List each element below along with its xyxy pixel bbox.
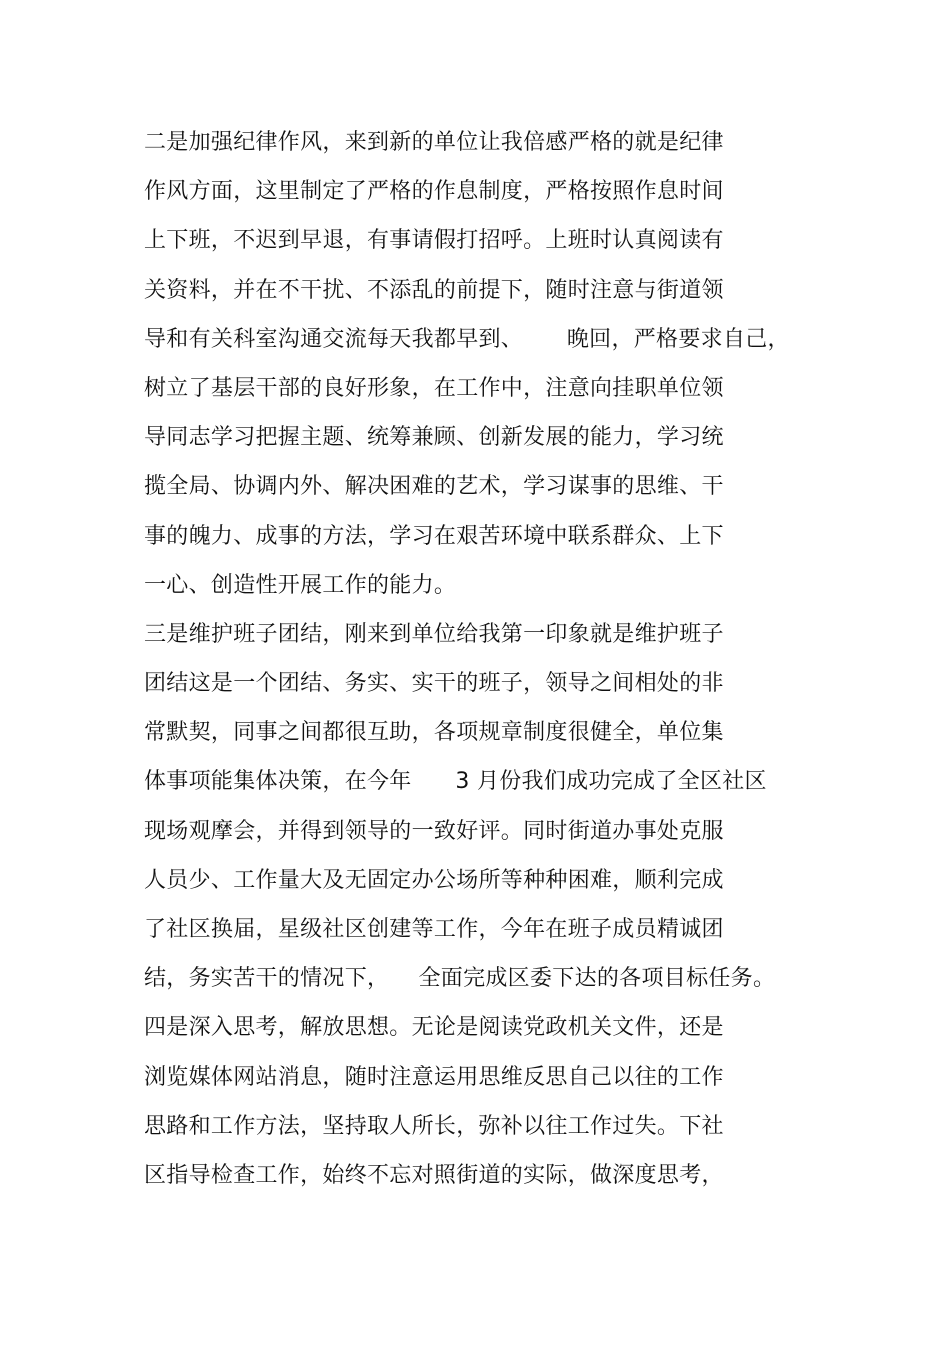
text-line: 结，务实苦干的情况下， 全面完成区委下达的各项目标任务。 [144, 966, 776, 992]
text-line: 导同志学习把握主题、统筹兼顾、创新发展的能力，学习统 [144, 425, 724, 451]
text-line: 区指导检查工作，始终不忘对照街道的实际，做深度思考， [144, 1162, 724, 1188]
text-line: 关资料，并在不干扰、不添乱的前提下，随时注意与街道领 [144, 277, 724, 303]
text-line: 四是深入思考，解放思想。无论是阅读党政机关文件，还是 [144, 1015, 724, 1041]
text-line: 了社区换届，星级社区创建等工作，今年在班子成员精诚团 [144, 917, 724, 942]
text-line: 现场观摩会，并得到领导的一致好评。同时街道办事处克服 [144, 818, 724, 844]
text-line: 二是加强纪律作风，来到新的单位让我倍感严格的就是纪律 [144, 130, 724, 155]
text-line: 人员少、工作量大及无固定办公场所等种种困难，顺利完成 [144, 867, 724, 893]
text-line: 揽全局、协调内外、解决困难的艺术，学习谋事的思维、干 [144, 474, 724, 500]
text-line: 树立了基层干部的良好形象，在工作中，注意向挂职单位领 [144, 375, 724, 401]
text-line: 一心、创造性开展工作的能力。 [144, 572, 457, 598]
text-line: 事的魄力、成事的方法，学习在艰苦环境中联系群众、上下 [144, 523, 724, 549]
text-line: 思路和工作方法，坚持取人所长，弥补以往工作过失。下社 [144, 1113, 724, 1139]
text-line: 常默契，同事之间都很互助，各项规章制度很健全，单位集 [144, 720, 724, 746]
text-line: 三是维护班子团结，刚来到单位给我第一印象就是维护班子 [144, 621, 724, 647]
text-line: 浏览媒体网站消息，随时注意运用思维反思自己以往的工作 [144, 1064, 724, 1090]
text-line: 体事项能集体决策，在今年 3 月份我们成功完成了全区社区 [144, 769, 767, 795]
text-line: 团结这是一个团结、务实、实干的班子，领导之间相处的非 [144, 671, 724, 697]
text-line: 导和有关科室沟通交流每天我都早到、 晚回，严格要求自己， [144, 326, 790, 352]
text-line: 作风方面，这里制定了严格的作息制度，严格按照作息时间 [144, 179, 724, 205]
text-line: 上下班，不迟到早退，有事请假打招呼。上班时认真阅读有 [144, 228, 724, 254]
body-text [144, 118, 824, 1200]
